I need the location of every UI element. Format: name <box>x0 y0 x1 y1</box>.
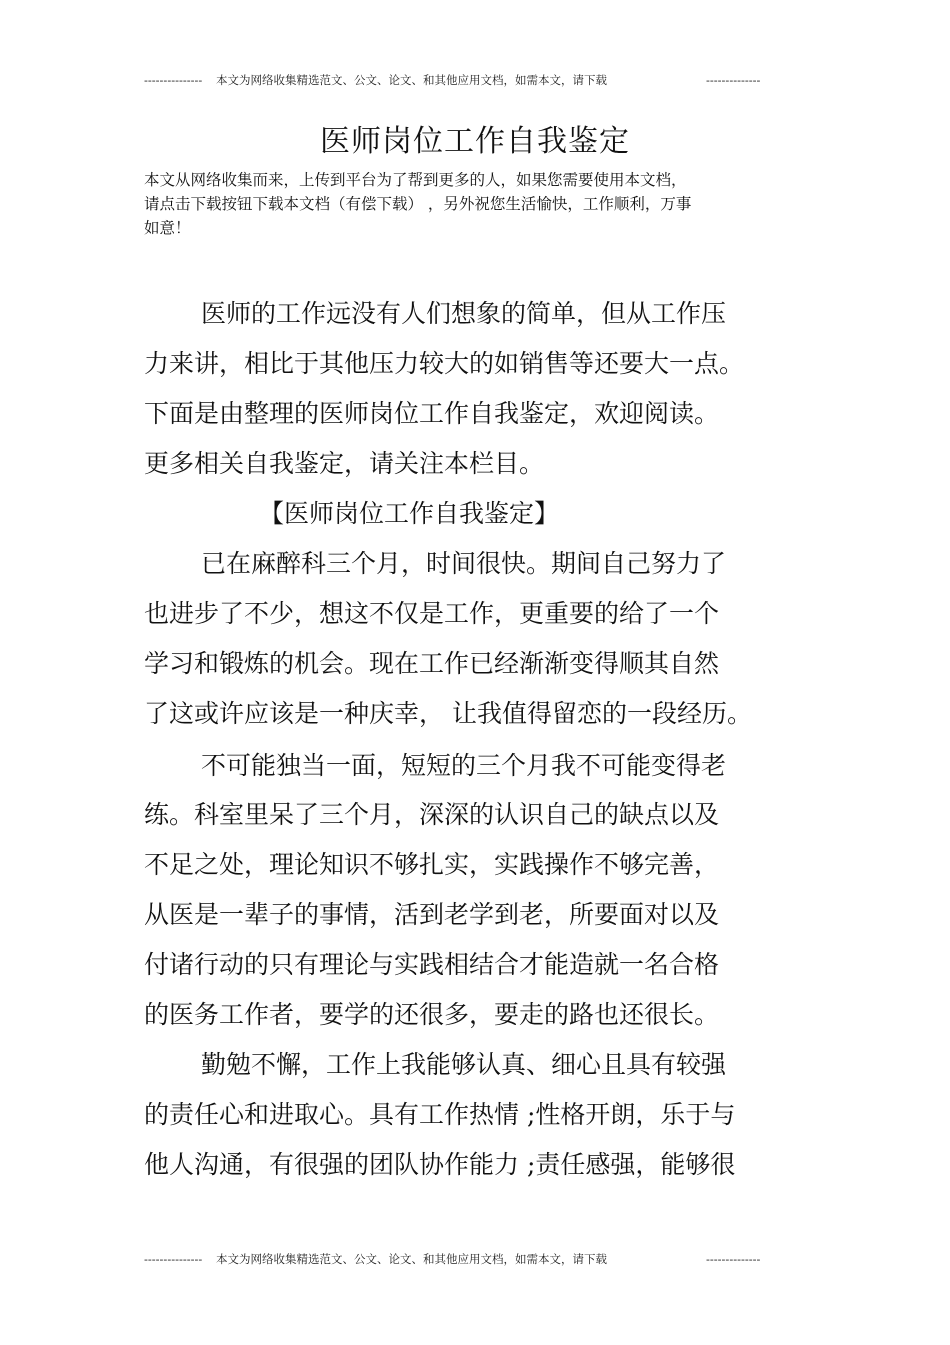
body-line: 学习和锻炼的机会。现在工作已经渐渐变得顺其自然 <box>144 649 720 678</box>
body-line: 不足之处，理论知识不够扎实，实践操作不够完善， <box>144 850 720 879</box>
header-text: 本文为网络收集精选范文、公文、论文、和其他应用文档，如需本文，请下载 <box>216 73 607 87</box>
body-line: 力来讲，相比于其他压力较大的如销售等还要大一点。 <box>144 349 745 378</box>
body-line: 的责任心和进取心。具有工作热情 ;性格开朗，乐于与 <box>144 1100 736 1129</box>
body-line: 医师的工作远没有人们想象的简单，但从工作压 <box>201 299 727 328</box>
body-line: 更多相关自我鉴定，请关注本栏目。 <box>144 449 545 478</box>
section-heading: 【医师岗位工作自我鉴定】 <box>259 499 560 528</box>
intro-line: 请点击下载按钮下载本文档（有偿下载） ，另外祝您生活愉快，工作顺利，万事 <box>144 195 692 213</box>
footer-text: 本文为网络收集精选范文、公文、论文、和其他应用文档，如需本文，请下载 <box>216 1252 607 1266</box>
body-line: 了这或许应该是一种庆幸， 让我值得留恋的一段经历。 <box>144 699 752 728</box>
body-line: 练。科室里呆了三个月，深深的认识自己的缺点以及 <box>144 800 720 829</box>
header-dash-right: -------------- <box>706 73 761 87</box>
intro-notice <box>144 168 804 240</box>
body-line: 不可能独当一面，短短的三个月我不可能变得老 <box>201 751 727 780</box>
footer-dash-right: -------------- <box>706 1252 761 1266</box>
body-line: 他人沟通，有很强的团队协作能力 ;责任感强，能够很 <box>144 1150 736 1179</box>
body-line: 从医是一辈子的事情，活到老学到老，所要面对以及 <box>144 900 720 929</box>
document-title: 医师岗位工作自我鉴定 <box>320 124 630 159</box>
intro-line: 如意！ <box>144 219 191 237</box>
body-line: 也进步了不少，想这不仅是工作，更重要的给了一个 <box>144 599 720 628</box>
body-line: 的医务工作者，要学的还很多，要走的路也还很长。 <box>144 1000 720 1029</box>
body-line: 已在麻醉科三个月，时间很快。期间自己努力了 <box>201 549 727 578</box>
body-line: 下面是由整理的医师岗位工作自我鉴定，欢迎阅读。 <box>144 399 720 428</box>
body-line: 付诸行动的只有理论与实践相结合才能造就一名合格 <box>144 950 720 979</box>
footer-dash-left: --------------- <box>144 1252 203 1266</box>
intro-line: 本文从网络收集而来，上传到平台为了帮到更多的人，如果您需要使用本文档， <box>144 171 687 189</box>
header-dash-left: --------------- <box>144 73 203 87</box>
body-line: 勤勉不懈，工作上我能够认真、细心且具有较强 <box>201 1050 727 1079</box>
